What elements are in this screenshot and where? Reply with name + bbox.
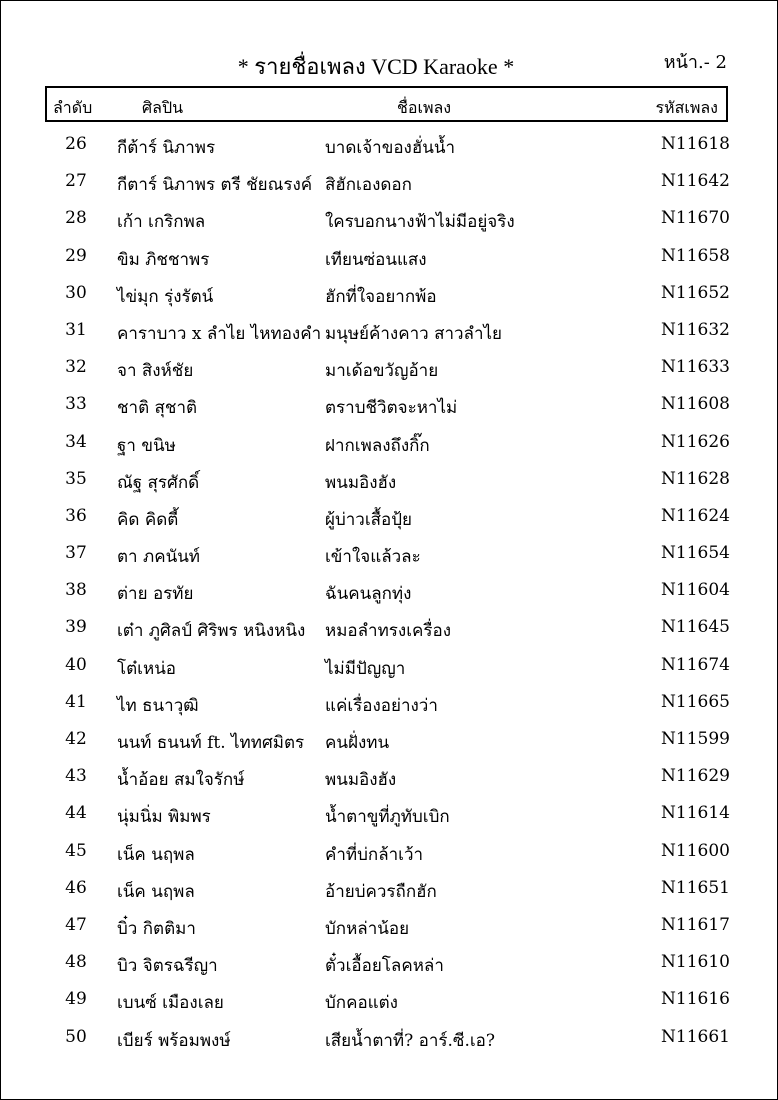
- row-number: 49: [65, 989, 87, 1010]
- row-artist: น้ำอ้อย สมใจรักษ์: [117, 770, 245, 791]
- row-song: ตราบชีวิตจะหาไม่: [325, 398, 458, 419]
- row-artist: ขิม ภิชชาพร: [117, 249, 210, 270]
- row-number: 33: [65, 394, 87, 415]
- row-song: พนมอิงฮัง: [325, 472, 397, 493]
- row-number: 35: [65, 468, 87, 489]
- row-number: 34: [65, 431, 87, 452]
- row-number: 41: [65, 691, 87, 712]
- row-artist: กีต้าร์ นิภาพร: [117, 138, 216, 158]
- row-artist: บิ๋ว กิตติมา: [117, 918, 196, 939]
- row-song: น้ำตาขูที่ภูทับเบิก: [325, 807, 450, 828]
- row-code: N11642: [661, 171, 730, 192]
- page-title: * รายชื่อเพลง VCD Karaoke *: [237, 54, 515, 79]
- table-row: [1, 981, 778, 1018]
- row-number: 29: [65, 245, 87, 266]
- row-code: N11658: [661, 245, 730, 266]
- row-song: พนมอิงฮัง: [325, 770, 397, 791]
- row-number: 31: [65, 319, 87, 340]
- header-artist: ศิลปิน: [142, 98, 184, 117]
- table-row: [1, 647, 778, 684]
- row-number: 37: [65, 543, 87, 564]
- row-artist: ชาติ สุชาติ: [117, 398, 198, 419]
- row-code: N11599: [661, 729, 730, 749]
- row-number: 48: [65, 952, 87, 973]
- row-code: N11652: [661, 282, 730, 303]
- row-artist: ไท ธนาวุฒิ: [117, 695, 199, 716]
- row-code: N11674: [661, 654, 730, 675]
- row-code: N11651: [661, 877, 730, 898]
- row-code: N11616: [661, 989, 730, 1010]
- page-number: หน้า.- 2: [663, 52, 727, 73]
- row-code: N11626: [661, 431, 730, 452]
- row-artist: ฐา ขนิษ: [117, 435, 176, 456]
- row-number: 27: [65, 171, 87, 192]
- row-number: 44: [65, 803, 87, 824]
- row-artist: โต๋เหน่อ: [117, 658, 177, 679]
- table-header: [45, 86, 728, 122]
- table-row: [1, 126, 778, 163]
- row-artist: จา สิงห์ชัย: [117, 361, 194, 382]
- row-artist: เน็ค นฤพล: [117, 844, 195, 865]
- row-number: 40: [65, 654, 87, 675]
- table-row: [1, 572, 778, 609]
- row-song: ไม่มีปัญญา: [325, 658, 406, 679]
- row-number: 50: [65, 1026, 87, 1047]
- row-code: N11608: [661, 394, 730, 415]
- row-number: 26: [65, 134, 87, 154]
- row-number: 39: [65, 617, 87, 638]
- table-row: [1, 424, 778, 461]
- row-code: N11645: [661, 617, 730, 638]
- row-song: บักคอแต่ง: [325, 993, 398, 1014]
- table-row: [1, 275, 778, 312]
- row-number: 47: [65, 914, 87, 935]
- row-number: 45: [65, 840, 87, 861]
- row-code: N11628: [661, 468, 730, 489]
- table-row: [1, 721, 778, 758]
- table-row: [1, 238, 778, 275]
- row-song: ใครบอกนางฟ้าไม่มีอยู่จริง: [325, 212, 515, 233]
- row-code: N11617: [661, 914, 730, 935]
- table-row: [1, 870, 778, 907]
- table-row: [1, 944, 778, 981]
- row-song: ฝากเพลงถึงกิ๊ก: [325, 435, 430, 456]
- row-artist: เบียร์ พร้อมพงษ์: [117, 1030, 231, 1051]
- table-row: [1, 684, 778, 721]
- header-no: ลำดับ: [53, 98, 93, 117]
- row-song: มนุษย์ค้างคาว สาวลำไย: [325, 323, 503, 344]
- table-row: [1, 907, 778, 944]
- row-code: N11614: [661, 803, 730, 824]
- row-artist: ต่าย อรทัย: [117, 584, 194, 605]
- row-code: N11629: [661, 766, 730, 787]
- table-row: [1, 461, 778, 498]
- row-song: สิฮักเองดอก: [325, 175, 412, 196]
- table-row: [1, 535, 778, 572]
- table-row: [1, 758, 778, 795]
- row-song: บาดเจ้าของฮั่นน้ำ: [325, 138, 455, 158]
- row-artist: กีตาร์ นิภาพร ตรี ชัยณรงค์: [117, 175, 313, 196]
- row-number: 42: [65, 729, 87, 749]
- table-row: [1, 200, 778, 237]
- row-artist: คิด คิดตี้: [117, 509, 179, 530]
- table-row: [1, 833, 778, 870]
- row-code: N11654: [661, 543, 730, 564]
- table-row: [1, 312, 778, 349]
- row-artist: บิว จิตรฉรีญา: [117, 956, 218, 977]
- table-row: [1, 498, 778, 535]
- row-song: แค่เรื่องอย่างว่า: [325, 695, 438, 716]
- table-row: [1, 609, 778, 646]
- row-song: เทียนซ่อนแสง: [325, 249, 427, 270]
- row-artist: เก้า เกริกพล: [117, 212, 206, 233]
- header-song: ชื่อเพลง: [397, 98, 452, 117]
- row-artist: เต๋า ภูศิลป์ ศิริพร หนิงหนิง: [117, 621, 306, 642]
- row-artist: ณัฐ สุรศักดิ์: [117, 472, 200, 493]
- row-song: ผู้บ่าวเสื้อปุ้ย: [325, 509, 412, 530]
- table-row: [1, 163, 778, 200]
- row-song: ฮักที่ใจอยากพ้อ: [325, 286, 437, 307]
- table-row: [1, 795, 778, 832]
- row-code: N11632: [661, 319, 730, 340]
- row-artist: ตา ภคนันท์: [117, 547, 201, 568]
- row-artist: ไข่มุก รุ่งรัตน์: [117, 286, 214, 307]
- table-row: [1, 386, 778, 423]
- row-song: ตั๋วเอื้อยโลคหล่า: [325, 956, 444, 977]
- row-song: เข้าใจแล้วละ: [325, 547, 421, 568]
- row-code: N11624: [661, 505, 730, 526]
- row-song: คำที่บ่กล้าเว้า: [325, 844, 424, 865]
- table-row: [1, 349, 778, 386]
- row-artist: นุ่มนิ่ม พิมพร: [117, 807, 211, 828]
- row-code: N11661: [661, 1026, 730, 1047]
- row-artist: เบนซ์ เมืองเลย: [117, 993, 224, 1014]
- row-number: 32: [65, 357, 87, 378]
- row-song: คนฝั่งทน: [325, 733, 390, 753]
- table-row: [1, 1019, 778, 1056]
- row-code: N11633: [661, 357, 730, 378]
- row-song: ฉันคนลูกทุ่ง: [325, 584, 412, 605]
- row-code: N11665: [661, 691, 730, 712]
- row-artist: นนท์ ธนนท์ ft. ไททศมิตร: [117, 733, 305, 753]
- row-number: 38: [65, 580, 87, 601]
- header-code: รหัสเพลง: [655, 98, 718, 117]
- row-number: 28: [65, 208, 87, 229]
- row-song: อ้ายบ่ควรถืกฮัก: [325, 881, 437, 902]
- row-code: N11600: [661, 840, 730, 861]
- row-song: เสียน้ำตาที่? อาร์.ซี.เอ?: [325, 1030, 495, 1051]
- row-song: มาเด้อขวัญอ้าย: [325, 361, 439, 382]
- row-number: 30: [65, 282, 87, 303]
- row-song: หมอลำทรงเครื่อง: [325, 621, 452, 642]
- row-code: N11604: [661, 580, 730, 601]
- row-song: บักหล่าน้อย: [325, 918, 410, 939]
- row-artist: เน็ค นฤพล: [117, 881, 195, 902]
- row-code: N11610: [661, 952, 730, 973]
- song-list: [1, 126, 778, 1056]
- row-number: 36: [65, 505, 87, 526]
- row-code: N11618: [661, 134, 730, 154]
- row-number: 43: [65, 766, 87, 787]
- row-artist: คาราบาว x ลำไย ไหทองคำ: [117, 323, 322, 344]
- row-number: 46: [65, 877, 87, 898]
- row-code: N11670: [661, 208, 730, 229]
